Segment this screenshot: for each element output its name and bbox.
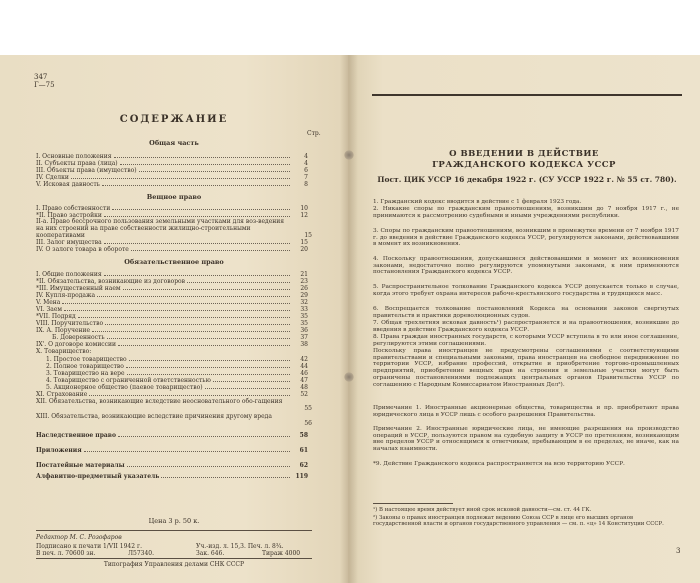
section-heading-general: Общая часть xyxy=(149,139,199,147)
section-heading-property: Вещное право xyxy=(146,193,202,201)
note-2: Примечание 2. Иностранные юридические лица, не имеющие разрешения на производство операций в УССР, пользуются правом на судебную защиту в УССР по претензиям, возникающим вне пределов УССР и относящимся к ответчикам, пребывающим в ее пределах, не иначе, как на началах взаимности. xyxy=(373,426,679,453)
toc-row: IV. Сделки 7 xyxy=(36,174,308,181)
price: Цена 3 р. 50 к. xyxy=(148,517,200,525)
toc-row-label: X. Товарищество: xyxy=(36,348,92,355)
paragraph: Поскольку права иностранцев не предусмотрены соглашениями с соответствующими правительствами и специальными законами, права иностранцев на свободное передвижение по территории УССР, избрание профессий, открытие и приобретение торгово-промышленных предприятий, приобретение вещных прав на строения и земельные участки могут быть ограничены постановлениями подлежащих центральных органов Правительства УССР по соглашению с Народным Комиссариатом Иностранных Дел²). xyxy=(373,348,679,388)
footnote-rule xyxy=(373,503,453,504)
staple-bottom xyxy=(344,372,354,382)
toc-row: Б. Доверенность 37 xyxy=(52,334,308,341)
document-title: О ВВЕДЕНИИ В ДЕЙСТВИЕ ГРАЖДАНСКОГО КОДЕКСА УССР xyxy=(432,149,616,170)
imprint-editor: Редактор М. С. Розофаров xyxy=(36,534,122,541)
paragraph: *9. Действие Гражданского кодекса распространяется на всю территорию УССР. xyxy=(373,461,625,467)
page-column-header: Стр. xyxy=(307,130,321,137)
paragraph: 4. Поскольку правоотношения, допускавшиеся действовавшими в момент их возникновения законами, недостаточно полно регулируются упомянутыми законами, к ним применяются постановления Гражданского кодекса УССР. xyxy=(373,256,679,276)
toc-page-number: 15 xyxy=(304,232,312,239)
book-spine xyxy=(340,55,358,583)
toc-row-wrapped: XIII. Обязательства, возникающие вследствие причинения другому вреда xyxy=(36,413,272,420)
toc-row-appendices: Приложения 61 xyxy=(36,447,308,454)
toc-row: VIII. Поручительство 35 xyxy=(36,320,308,327)
toc-row: *VII. Подряд 35 xyxy=(36,313,308,320)
toc-title: СОДЕРЖАНИЕ xyxy=(119,114,229,125)
header-rule xyxy=(372,94,682,96)
toc-row-wrapped: XII. Обязательства, возникающие вследствие неосновательного обо-гащения xyxy=(36,398,283,405)
toc-row: 3. Товарищество на вере 46 xyxy=(46,370,308,377)
toc-row: 1. Простое товарищество 42 xyxy=(46,356,308,363)
paragraph: 3. Споры по гражданским правоотношениям, возникшим в промежутке времени от 7 ноября 1917 г. до введения в действие Гражданского кодекса УССР, регулируются законами, действовавшими в момент их возникновения. xyxy=(373,228,679,248)
imprint-code: Л57340. xyxy=(128,550,155,557)
toc-row: 4. Товарищество с ограниченной ответственностью 47 xyxy=(46,377,308,384)
toc-row: *II. Право застройки 12 xyxy=(36,212,308,219)
imprint-order: Зак. 646. xyxy=(196,550,225,557)
toc-row-index: Алфавитно-предметный указатель 119 xyxy=(36,473,308,480)
page-number: 3 xyxy=(676,547,681,555)
paragraph: 6. Воспрещается толкование постановлений Кодекса на основании законов свергнутых правительств и практики дореволюционных судов. xyxy=(373,306,679,319)
toc-row: III. Объекты права (имущество) 6 xyxy=(36,167,308,174)
toc-row-wrapped: II-а. Право бессрочного пользования земельными участками для воз-ведения на них строений на праве собственности жилищно-строительными кооперативами xyxy=(36,218,285,239)
toc-page-number: 55 xyxy=(304,405,312,412)
document-subtitle: Пост. ЦИК УССР 16 декабря 1922 г. (СУ УССР 1922 г. № 55 ст. 780). xyxy=(377,175,677,184)
imprint-run: Тираж 4000 xyxy=(262,550,301,557)
section-heading-obligations: Обязательственное право xyxy=(124,258,224,266)
toc-row: I. Общие положения 21 xyxy=(36,271,308,278)
toc-row: IX. А. Поручение 36 xyxy=(36,327,308,334)
toc-row-inheritance: Наследственное право 58 xyxy=(36,432,308,439)
toc-row: II. Субъекты права (лица) 4 xyxy=(36,160,308,167)
toc-row: I. Основные положения 4 xyxy=(36,153,308,160)
toc-row: XI. Страхование 52 xyxy=(36,391,308,398)
imprint-rule xyxy=(36,530,312,531)
toc-row: 5. Акционерное общество (паевое товарищество) 48 xyxy=(46,384,308,391)
toc-row: *III. Имущественный наем 26 xyxy=(36,285,308,292)
imprint-rule-bottom xyxy=(36,558,312,559)
toc-row: IV. О залоге товара в обороте 20 xyxy=(36,246,308,253)
toc-row: I. Право собственности 10 xyxy=(36,205,308,212)
paragraph: 7. Общая трехлетняя исковая давность¹) распространяется и на правоотношения, возникшие до введения в действие Гражданского кодекса УССР. xyxy=(373,320,679,333)
toc-row: IV. Купля-продажа 29 xyxy=(36,292,308,299)
paragraph: 5. Распространительное толкование Гражданского кодекса УССР допускается только в случае, когда этого требует охрана интересов рабоче-крестьянского государства и трудящихся масс. xyxy=(373,284,679,297)
toc-row: 2. Полное товарищество 44 xyxy=(46,363,308,370)
toc-row: *II. Обязательства, возникающие из договоров 23 xyxy=(36,278,308,285)
paragraph: 1. Гражданский кодекс вводится в действие с 1 февраля 1923 года. xyxy=(373,199,582,205)
note-1: Примечание 1. Иностранные акционерные общества, товарищества и пр. приобретают права юридического лица в УССР лишь с особого разрешения Правительства. xyxy=(373,405,679,418)
toc-row: III. Залог имущества 15 xyxy=(36,239,308,246)
toc-page-number: 56 xyxy=(304,420,312,427)
footnote: ²) Законы о правах иностранцев подлежат ведению Союза ССР в лице его высших органов государственной власти и органов государственного управления — см. п. «ц» 14 Конституции СССР. xyxy=(373,515,664,528)
footnote: ¹) В настоящее время действует иной срок исковой давности—см. ст. 44 ГК. xyxy=(373,507,592,513)
imprint-signed: Подписано к печати 1/VII 1942 г. xyxy=(36,543,143,550)
imprint-format: В печ. л. 70600 зн. xyxy=(36,550,96,557)
toc-row: VI. Заем 33 xyxy=(36,306,308,313)
toc-row: V. Исковая давность 8 xyxy=(36,181,308,188)
imprint-printer: Типография Управления делами СНК СССР xyxy=(103,561,245,568)
imprint-sheets: Уч.-изд. л. 15,3. Печ. л. 8¾. xyxy=(196,543,284,550)
toc-row: IX'. О договоре комиссии 38 xyxy=(36,341,308,348)
toc-row-materials: Постатейные материалы 62 xyxy=(36,462,308,469)
catalog-mark: 347 Г—75 xyxy=(34,73,55,89)
paragraph: 2. Никакие споры по гражданским правоотношениям, возникшим до 7 ноября 1917 г., не принимаются к рассмотрению судебными и иными учреждениями республики. xyxy=(373,206,679,219)
paragraph: 8. Права граждан иностранных государств, с которыми УССР вступила в то или иное соглашение, регулируются этими соглашениями. xyxy=(373,334,679,347)
toc-row: V. Мена 32 xyxy=(36,299,308,306)
